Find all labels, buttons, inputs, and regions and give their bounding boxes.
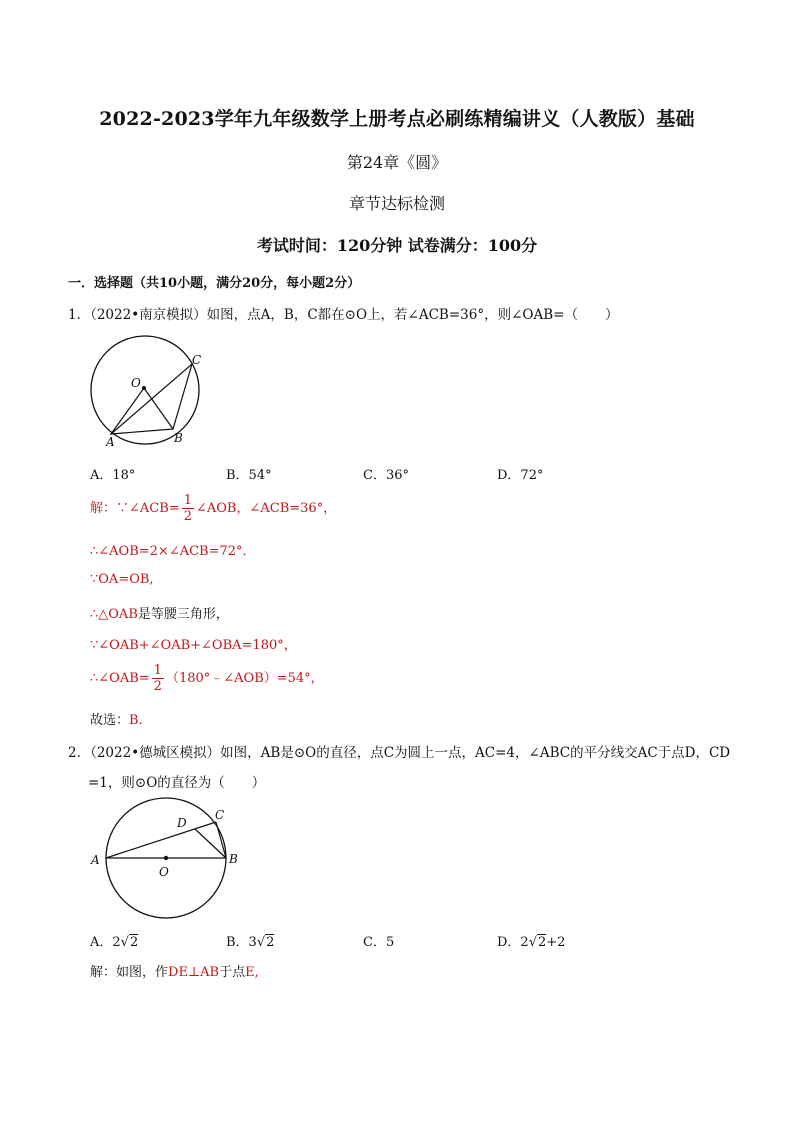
q1-sol-l7a: 故选： xyxy=(90,713,130,728)
q1-sol-l6a: ∴∠OAB= xyxy=(90,671,150,686)
chapter-title: 第24章《圆》 xyxy=(346,153,448,172)
frac-numerator: 1 xyxy=(183,493,192,508)
q1-label-c: C xyxy=(192,353,202,367)
q2-opt-a-radicand: 2 xyxy=(129,935,139,950)
q2-circle-figure xyxy=(86,792,252,924)
q1-solution-line6 xyxy=(90,664,324,693)
q2-center-dot xyxy=(164,856,168,860)
q1-label-o: O xyxy=(131,376,141,390)
q1-option-c: C．36° xyxy=(363,468,409,483)
section-heading: 一．选择题（共10小题，满分20分，每小题2分） xyxy=(68,276,361,291)
q1-stem: 1．（2022•南京模拟）如图，点A，B，C都在⊙O上，若∠ACB=36°，则∠OAB=（ ） xyxy=(68,307,619,323)
q1-sol-l1a: ∵∠ACB= xyxy=(116,501,180,516)
q2-sol-l1d: E, xyxy=(245,965,259,980)
q2-label-c: C xyxy=(215,808,225,822)
q2-label-d: D xyxy=(177,816,187,830)
q1-solution-line7 xyxy=(90,709,143,728)
q2-opt-d-pre: D．2 xyxy=(497,935,529,950)
q2-opt-d-post: +2 xyxy=(546,935,566,950)
q1-sol-prefix: 解： xyxy=(90,501,117,516)
q1-option-b: B．54° xyxy=(226,468,272,483)
q2-label-a: A xyxy=(91,853,100,867)
q2-label-b: B xyxy=(229,852,238,866)
q1-circle-figure xyxy=(84,326,224,450)
q2-opt-a-pre: A．2 xyxy=(90,935,121,950)
q1-label-b: B xyxy=(174,431,183,445)
q2-stem-line2: =1，则⊙O的直径为（ ） xyxy=(88,775,266,791)
q1-sol-l4a: ∴△OAB xyxy=(90,607,138,622)
q1-solution-line2: ∴∠AOB=2×∠ACB=72°． xyxy=(90,544,256,559)
q2-option-b: B．3√2 xyxy=(226,935,275,950)
q1-solution-line1 xyxy=(90,494,336,523)
q1-sol-answer: B. xyxy=(129,713,143,728)
q1-sol-l4b: 是等腰三角形， xyxy=(137,607,229,622)
frac-numerator: 1 xyxy=(153,663,162,678)
q2-option-a: A．2√2 xyxy=(90,935,139,950)
q2-opt-b-pre: B．3 xyxy=(226,935,257,950)
q1-sol-l1b: ∠AOB，∠ACB=36°， xyxy=(195,501,337,516)
q2-label-o: O xyxy=(159,865,169,879)
q1-segment-ob xyxy=(144,388,173,429)
q1-sol-l6b: （180°﹣∠AOB）=54°， xyxy=(165,671,324,686)
q2-option-c: C．5 xyxy=(363,935,395,950)
q2-stem-line1: 2．（2022•德城区模拟）如图，AB是⊙O的直径，点C为圆上一点，AC=4，∠ABC的平分线交AC于点D，CD xyxy=(68,745,731,761)
q1-sol-fraction xyxy=(182,494,194,523)
q2-sol-l1b: DE⊥AB xyxy=(168,965,220,980)
q2-segment-ac xyxy=(106,822,216,858)
q2-sol-l1a: 解：如图，作 xyxy=(90,965,169,980)
frac-denominator: 2 xyxy=(183,509,192,524)
q2-opt-d-radicand: 2 xyxy=(538,935,547,950)
q1-segment-oa xyxy=(111,388,144,434)
q1-center-dot xyxy=(142,386,146,390)
q1-sol-fraction-2 xyxy=(152,664,164,693)
q1-solution-line4 xyxy=(90,603,229,622)
q1-option-a: A．18° xyxy=(90,468,136,483)
q1-solution-line5: ∵∠OAB+∠OAB+∠OBA=180°， xyxy=(90,638,297,653)
q2-sol-l1c: 于点 xyxy=(219,965,246,980)
q2-option-d: D．2√2+2 xyxy=(497,935,566,950)
q1-label-a: A xyxy=(106,435,115,449)
q1-solution-line3: ∵OA=OB, xyxy=(90,572,154,587)
frac-denominator: 2 xyxy=(153,679,162,694)
q1-option-d: D．72° xyxy=(497,468,544,483)
q2-solution-line1 xyxy=(90,961,259,980)
subtitle: 章节达标检测 xyxy=(348,194,445,213)
exam-info: 考试时间：120分钟 试卷满分：100分 xyxy=(256,236,538,255)
document-title: 2022-2023学年九年级数学上册考点必刷练精编讲义（人教版）基础 xyxy=(99,108,695,130)
q2-opt-b-radicand: 2 xyxy=(266,935,275,950)
